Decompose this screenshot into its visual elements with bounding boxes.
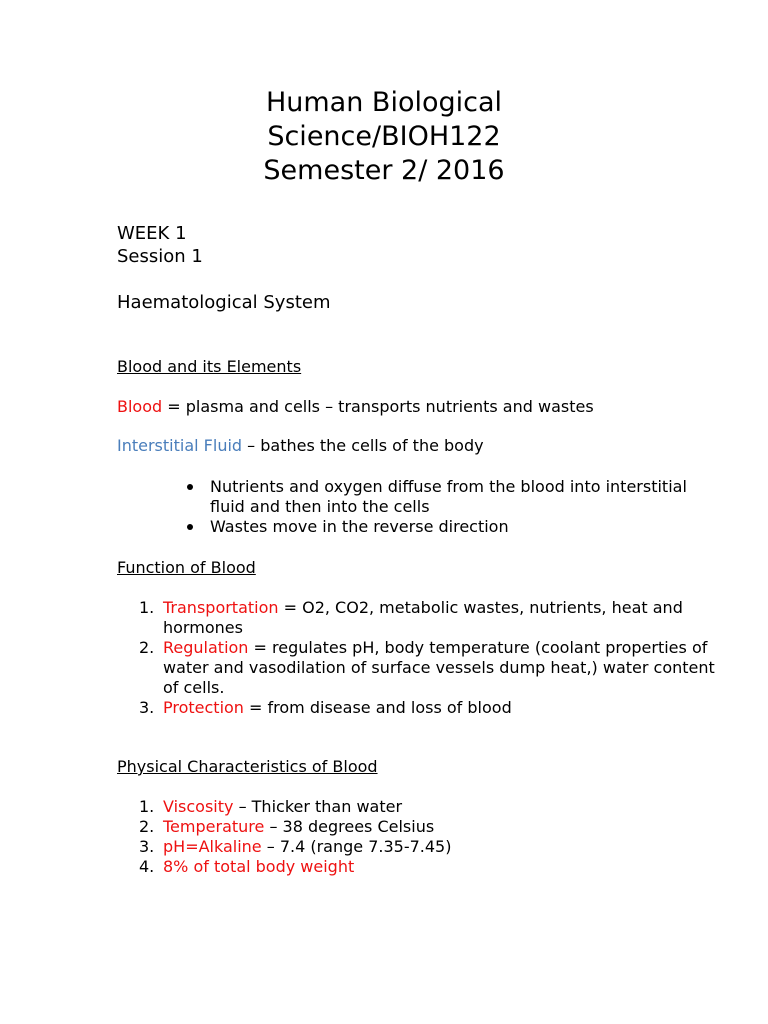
section-heading-function: Function of Blood — [117, 558, 256, 577]
session-label: Session 1 — [117, 246, 203, 267]
list-item: 4. 8% of total body weight — [139, 857, 355, 876]
document-title — [0, 86, 768, 188]
term-viscosity: Viscosity — [163, 797, 234, 816]
blood-definition-text: = plasma and cells – transports nutrients and wastes — [162, 397, 594, 416]
title-line-3: Semester 2/ 2016 — [263, 155, 505, 186]
list-item: Nutrients and oxygen diffuse from the blood into interstitial fluid and then into the cells — [187, 477, 717, 517]
section-heading-blood-elements: Blood and its Elements — [117, 357, 302, 376]
system-heading: Haematological System — [117, 292, 331, 313]
term-ph-alkaline: pH=Alkaline — [163, 837, 262, 856]
title-line-1: Human Biological — [265, 87, 503, 118]
diffusion-bullet-list — [117, 477, 717, 537]
list-item: 2. Regulation = regulates pH, body temperature (coolant properties of water and vasodilation of surface vessels dump heat,) water content of cells. — [139, 638, 715, 697]
term-blood: Blood — [117, 397, 163, 416]
term-transportation: Transportation — [163, 598, 279, 617]
list-item: 3. pH=Alkaline – 7.4 (range 7.35-7.45) — [139, 837, 452, 856]
term-interstitial-fluid: Interstitial Fluid — [117, 436, 243, 455]
physical-characteristics-list — [117, 797, 717, 877]
document-body — [117, 222, 717, 877]
term-temperature: Temperature — [163, 817, 265, 836]
interstitial-fluid-definition — [117, 436, 717, 456]
list-item: 1. Viscosity – Thicker than water — [139, 797, 403, 816]
blood-definition — [117, 397, 717, 417]
list-item: 1. Transportation = O2, CO2, metabolic wastes, nutrients, heat and hormones — [139, 598, 683, 637]
list-item: 2. Temperature – 38 degrees Celsius — [139, 817, 435, 836]
list-item: Wastes move in the reverse direction — [187, 517, 717, 537]
term-body-weight: 8% of total body weight — [163, 857, 355, 876]
interstitial-fluid-text: – bathes the cells of the body — [242, 436, 484, 455]
section-heading-physical: Physical Characteristics of Blood — [117, 757, 378, 776]
term-regulation: Regulation — [163, 638, 249, 657]
week-label: WEEK 1 — [117, 223, 187, 244]
term-protection: Protection — [163, 698, 244, 717]
title-line-2: Science/BIOH122 — [267, 121, 501, 152]
list-item: 3. Protection = from disease and loss of blood — [139, 698, 512, 717]
function-list — [117, 598, 717, 718]
